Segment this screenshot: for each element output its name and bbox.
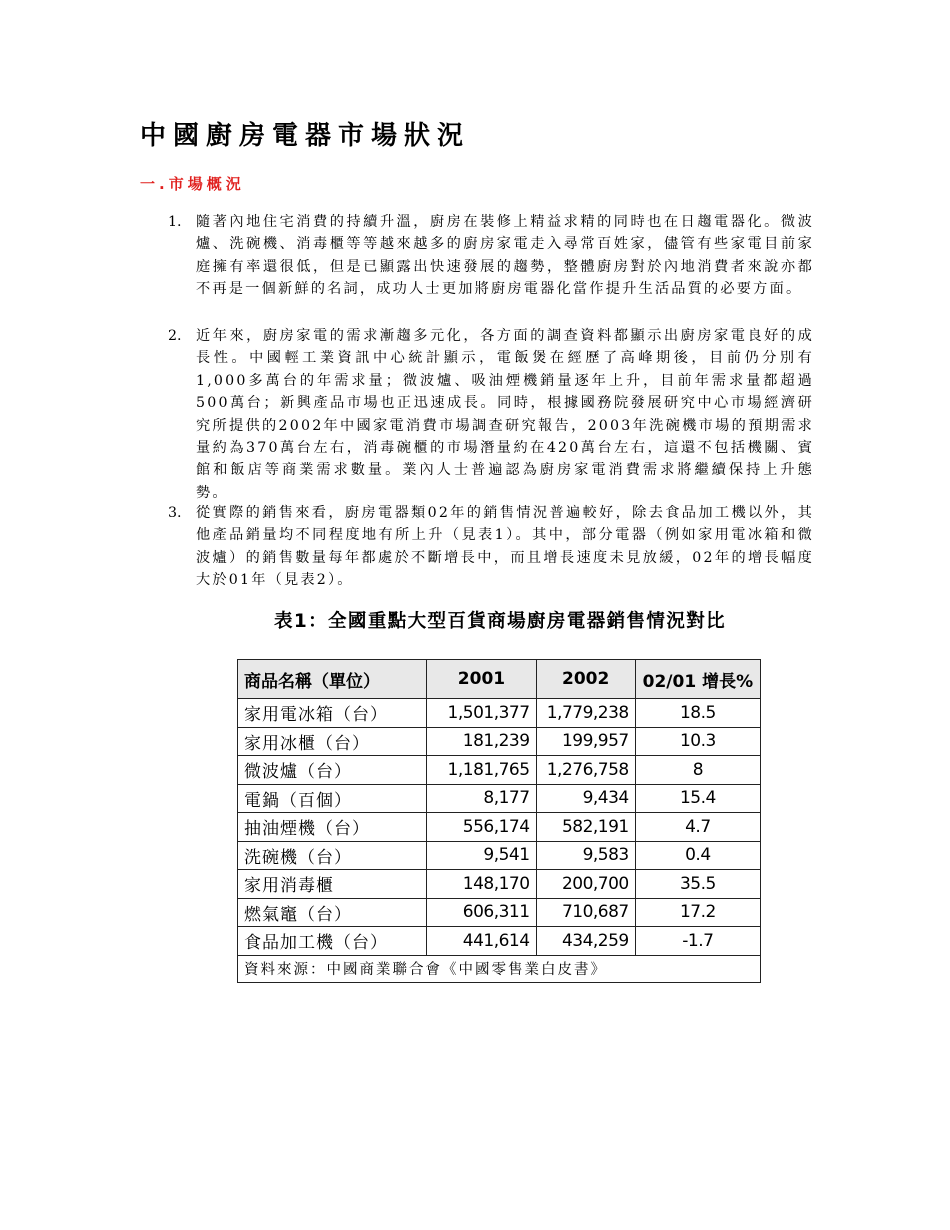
table-row xyxy=(238,813,761,842)
table-row xyxy=(238,784,761,813)
cell-2002: 710,687 xyxy=(536,898,635,927)
cell-growth: -1.7 xyxy=(635,927,760,956)
cell-growth: 0.4 xyxy=(635,841,760,870)
cell-2001: 606,311 xyxy=(427,898,536,927)
table-row xyxy=(238,870,761,899)
header-growth: 02/01 增長% xyxy=(635,660,760,699)
section-heading: 一.市場概況 xyxy=(140,175,245,193)
sales-comparison-table xyxy=(237,659,761,983)
table-row xyxy=(238,756,761,785)
cell-2001: 1,501,377 xyxy=(427,699,536,728)
cell-growth: 10.3 xyxy=(635,727,760,756)
cell-2002: 1,276,758 xyxy=(536,756,635,785)
cell-2002: 9,583 xyxy=(536,841,635,870)
table-source-note: 資料來源：中國商業聯合會《中國零售業白皮書》 xyxy=(238,955,761,982)
cell-growth: 8 xyxy=(635,756,760,785)
cell-product: 電鍋（百個） xyxy=(238,784,427,813)
paragraph-2 xyxy=(168,325,814,504)
table-title: 表1：全國重點大型百貨商場廚房電器銷售情況對比 xyxy=(273,611,727,632)
cell-2001: 1,181,765 xyxy=(427,756,536,785)
cell-product: 洗碗機（台） xyxy=(238,841,427,870)
cell-2001: 9,541 xyxy=(427,841,536,870)
header-product-name: 商品名稱（單位） xyxy=(238,660,427,699)
paragraph-text: 近年來，廚房家電的需求漸趨多元化，各方面的調查資料都顯示出廚房家電良好的成長性。中國輕工業資訊中心統計顯示，電飯煲在經歷了高峰期後，目前仍分別有1,000多萬台的年需求量；微波爐、吸油煙機銷量逐年上升，目前年需求量都超過500萬台；新興產品市場也正迅速成長。同時，根據國務院發展研究中心市場經濟研究所提供的2002年中國家電消費市場調查研究報告，2003年洗碗機市場的預期需求量約為370萬台左右，消毒碗櫃的市場潛量約在420萬台左右，這還不包括機關、賓館和飯店等商業需求數量。業內人士普遍認為廚房家電消費需求將繼續保持上升態勢。 xyxy=(196,328,814,501)
table-header-row xyxy=(238,660,761,699)
cell-growth: 4.7 xyxy=(635,813,760,842)
paragraph-text: 從實際的銷售來看，廚房電器類02年的銷售情況普遍較好，除去食品加工機以外，其他產品銷量均不同程度地有所上升（見表1）。其中，部分電器（例如家用電冰箱和微波爐）的銷售數量每年都處於不斷增長中，而且增長速度未見放緩，02年的增長幅度大於01年（見表2）。 xyxy=(196,505,814,589)
cell-growth: 35.5 xyxy=(635,870,760,899)
cell-2001: 181,239 xyxy=(427,727,536,756)
cell-product: 食品加工機（台） xyxy=(238,927,427,956)
cell-product: 家用冰櫃（台） xyxy=(238,727,427,756)
cell-product: 家用消毒櫃 xyxy=(238,870,427,899)
paragraph-3 xyxy=(168,502,814,592)
cell-2001: 148,170 xyxy=(427,870,536,899)
document-title: 中國廚房電器市場狀況 xyxy=(140,121,471,151)
paragraph-number: 1. xyxy=(168,214,182,230)
paragraph-1 xyxy=(168,211,814,301)
header-2001: 2001 xyxy=(427,660,536,699)
cell-product: 抽油煙機（台） xyxy=(238,813,427,842)
header-2002: 2002 xyxy=(536,660,635,699)
cell-2002: 1,779,238 xyxy=(536,699,635,728)
table-source-row xyxy=(238,955,761,982)
table-row xyxy=(238,898,761,927)
table-row xyxy=(238,699,761,728)
cell-growth: 18.5 xyxy=(635,699,760,728)
cell-2002: 582,191 xyxy=(536,813,635,842)
cell-growth: 17.2 xyxy=(635,898,760,927)
cell-2001: 556,174 xyxy=(427,813,536,842)
cell-2002: 200,700 xyxy=(536,870,635,899)
table-row xyxy=(238,841,761,870)
paragraph-text: 隨著內地住宅消費的持續升溫，廚房在裝修上精益求精的同時也在日趨電器化。微波爐、洗碗機、消毒櫃等等越來越多的廚房家電走入尋常百姓家，儘管有些家電目前家庭擁有率還很低，但是已顯露出快速發展的趨勢，整體廚房對於內地消費者來說亦都不再是一個新鮮的名詞，成功人士更加將廚房電器化當作提升生活品質的必要方面。 xyxy=(196,214,814,298)
cell-product: 燃氣竈（台） xyxy=(238,898,427,927)
cell-product: 微波爐（台） xyxy=(238,756,427,785)
cell-growth: 15.4 xyxy=(635,784,760,813)
cell-product: 家用電冰箱（台） xyxy=(238,699,427,728)
cell-2002: 199,957 xyxy=(536,727,635,756)
table-row xyxy=(238,727,761,756)
cell-2001: 8,177 xyxy=(427,784,536,813)
cell-2001: 441,614 xyxy=(427,927,536,956)
paragraph-number: 2. xyxy=(168,328,182,344)
table-row xyxy=(238,927,761,956)
cell-2002: 434,259 xyxy=(536,927,635,956)
paragraph-number: 3. xyxy=(168,505,182,521)
cell-2002: 9,434 xyxy=(536,784,635,813)
